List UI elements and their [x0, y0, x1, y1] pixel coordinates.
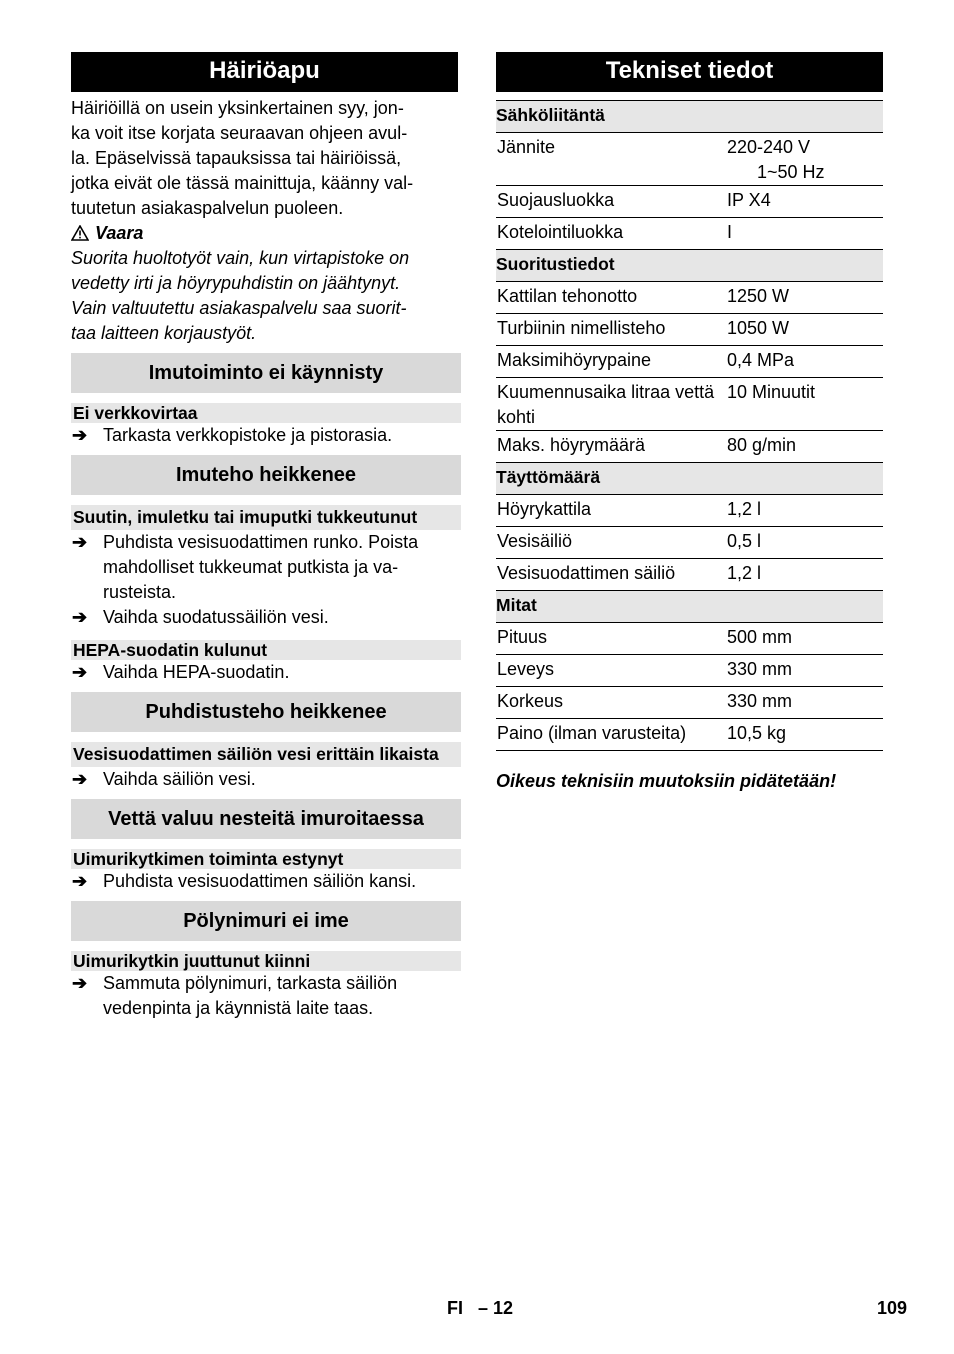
footer-lang — [447, 1298, 513, 1319]
arrow-icon: ➔ — [72, 871, 88, 891]
group-name: Sähköliitäntä — [496, 101, 883, 133]
section-heading: Pölynimuri ei ime — [71, 901, 461, 941]
subsection-heading: Suutin, imuletku tai imuputki tukkeutunut — [71, 505, 461, 530]
group-name: Mitat — [496, 591, 883, 623]
table-row — [496, 378, 883, 431]
section-heading: Puhdistusteho heikkenee — [71, 692, 461, 732]
spec-value-line: 10,5 kg — [727, 723, 787, 743]
spec-value-line: 80 g/min — [727, 435, 797, 455]
section-heading: Vettä valuu nesteitä imuroitaessa — [71, 799, 461, 839]
arrow-icon: ➔ — [72, 607, 88, 627]
spec-value — [727, 623, 883, 655]
warning-line: Suorita huoltotyöt vain, kun virtapistoke on — [71, 248, 410, 268]
spec-value — [727, 346, 883, 378]
table-row — [496, 687, 883, 719]
troubleshooting-column — [71, 52, 461, 1021]
table-group-row — [496, 463, 883, 495]
intro-line: Häiriöillä on usein yksinkertainen syy, jon- — [71, 98, 404, 118]
intro-line: ka voit itse korjata seuraavan ohjeen avul- — [71, 123, 408, 143]
spec-value — [727, 655, 883, 687]
spec-value — [727, 378, 883, 431]
table-row — [496, 527, 883, 559]
spec-value — [727, 719, 883, 751]
table-row — [496, 218, 883, 250]
list-item — [71, 660, 461, 685]
table-row — [496, 655, 883, 687]
spec-value — [727, 218, 883, 250]
warning-label: Vaara — [95, 223, 144, 243]
spec-label: Pituus — [496, 623, 727, 655]
spec-label: Suojausluokka — [496, 186, 727, 218]
list-item — [71, 423, 461, 448]
arrow-icon: ➔ — [72, 425, 88, 445]
warning-line: vedetty irti ja höyrypuhdistin on jäähtynyt. — [71, 273, 401, 293]
arrow-icon: ➔ — [72, 973, 88, 993]
warning-line: taa laitteen korjaustyöt. — [71, 323, 257, 343]
list-item — [71, 530, 461, 605]
subsection-heading: Uimurikytkimen toiminta estynyt — [71, 849, 461, 869]
table-row — [496, 346, 883, 378]
spec-value-line: 0,4 MPa — [727, 350, 795, 370]
tech-data-column — [496, 52, 883, 792]
list-item — [71, 869, 461, 894]
table-row — [496, 314, 883, 346]
intro-text — [71, 96, 461, 221]
list-item-text: Vaihda suodatussäiliön vesi. — [103, 607, 329, 627]
list-item — [71, 767, 461, 792]
section-heading: Imutoiminto ei käynnisty — [71, 353, 461, 393]
spec-value-line: 1,2 l — [727, 499, 762, 519]
table-row — [496, 623, 883, 655]
table-row — [496, 133, 883, 186]
spec-label: Korkeus — [496, 687, 727, 719]
table-group-row — [496, 250, 883, 282]
list-item-text: Vaihda säiliön vesi. — [103, 769, 256, 789]
spec-label: Jännite — [496, 133, 727, 186]
arrow-icon: ➔ — [72, 769, 88, 789]
spec-value-line: 1~50 Hz — [757, 162, 825, 182]
warning-line: Vain valtuutettu asiakaspalvelu saa suorit- — [71, 298, 407, 318]
subsection-heading: Uimurikytkin juuttunut kiinni — [71, 951, 461, 971]
subsection-heading: Ei verkkovirtaa — [71, 403, 461, 423]
list-item-text: Puhdista vesisuodattimen säiliön kansi. — [103, 871, 417, 891]
table-row — [496, 495, 883, 527]
footer-lang-text: FI — [447, 1298, 463, 1318]
spec-value — [727, 495, 883, 527]
section-heading: Imuteho heikkenee — [71, 455, 461, 495]
arrow-icon: ➔ — [72, 662, 88, 682]
spec-label: Leveys — [496, 655, 727, 687]
tech-data-title: Tekniset tiedot — [496, 52, 883, 92]
list-item — [71, 605, 461, 630]
list-item-text: Tarkasta verkkopistoke ja pistorasia. — [103, 425, 393, 445]
tech-data-table — [496, 100, 883, 751]
table-row — [496, 431, 883, 463]
spec-value-line: I — [727, 222, 733, 242]
spec-value — [727, 314, 883, 346]
table-group-row — [496, 591, 883, 623]
spec-label: Turbiinin nimellisteho — [496, 314, 727, 346]
group-name: Suoritustiedot — [496, 250, 883, 282]
spec-value-line: 1050 W — [727, 318, 790, 338]
subsection-heading: HEPA-suodatin kulunut — [71, 640, 461, 660]
list-item-text: Puhdista vesisuodattimen runko. Poista mahdolliset tukkeumat putkista ja va-rusteista. — [103, 532, 419, 602]
table-group-row — [496, 101, 883, 133]
list-item — [71, 971, 461, 1021]
spec-label: Kotelointiluokka — [496, 218, 727, 250]
intro-line: la. Epäselvissä tapauksissa tai häiriöissä, — [71, 148, 402, 168]
rights-note: Oikeus teknisiin muutoksiin pidätetään! — [496, 771, 837, 791]
subsection-heading: Vesisuodattimen säiliön vesi erittäin likaista — [71, 742, 461, 767]
troubleshooting-sections — [71, 353, 461, 1021]
spec-value-line: 1,2 l — [727, 563, 762, 583]
spec-label: Kuumennusaika litraa vettä kohti — [496, 378, 727, 431]
list-item-text: Vaihda HEPA-suodatin. — [103, 662, 290, 682]
table-row — [496, 282, 883, 314]
spec-label: Maks. höyrymäärä — [496, 431, 727, 463]
arrow-icon: ➔ — [72, 532, 88, 552]
spec-value-line: 0,5 l — [727, 531, 762, 551]
group-name: Täyttömäärä — [496, 463, 883, 495]
spec-value-line: 220-240 V — [727, 137, 811, 157]
spec-label: Maksimihöyrypaine — [496, 346, 727, 378]
spec-value — [727, 282, 883, 314]
spec-value-line: 10 Minuutit — [727, 382, 816, 402]
table-row — [496, 719, 883, 751]
intro-line: jotka eivät ole tässä mainittuja, käänny val- — [71, 173, 414, 193]
spec-value-line: 500 mm — [727, 627, 793, 647]
footer-subpage: – 12 — [478, 1298, 514, 1318]
page-number: 109 — [877, 1298, 908, 1318]
spec-value-line: 330 mm — [727, 659, 793, 679]
table-row — [496, 559, 883, 591]
spec-label: Paino (ilman varusteita) — [496, 719, 727, 751]
spec-value — [727, 559, 883, 591]
spec-value — [727, 527, 883, 559]
troubleshooting-title: Häiriöapu — [71, 52, 458, 92]
spec-value — [727, 186, 883, 218]
warning-heading — [71, 221, 461, 246]
spec-value-line: IP X4 — [727, 190, 771, 210]
spec-value-line: 330 mm — [727, 691, 793, 711]
table-row — [496, 186, 883, 218]
spec-value — [727, 133, 883, 186]
spec-label: Vesisuodattimen säiliö — [496, 559, 727, 591]
spec-label: Kattilan tehonotto — [496, 282, 727, 314]
spec-label: Vesisäiliö — [496, 527, 727, 559]
warning-triangle-icon — [71, 225, 89, 241]
list-item-text: Sammuta pölynimuri, tarkasta säiliön vedenpinta ja käynnistä laite taas. — [103, 973, 398, 1018]
spec-value — [727, 687, 883, 719]
warning-text — [71, 246, 461, 346]
spec-value — [727, 431, 883, 463]
intro-line: tuutetun asiakaspalvelun puoleen. — [71, 198, 344, 218]
spec-label: Höyrykattila — [496, 495, 727, 527]
spec-value-line: 1250 W — [727, 286, 790, 306]
